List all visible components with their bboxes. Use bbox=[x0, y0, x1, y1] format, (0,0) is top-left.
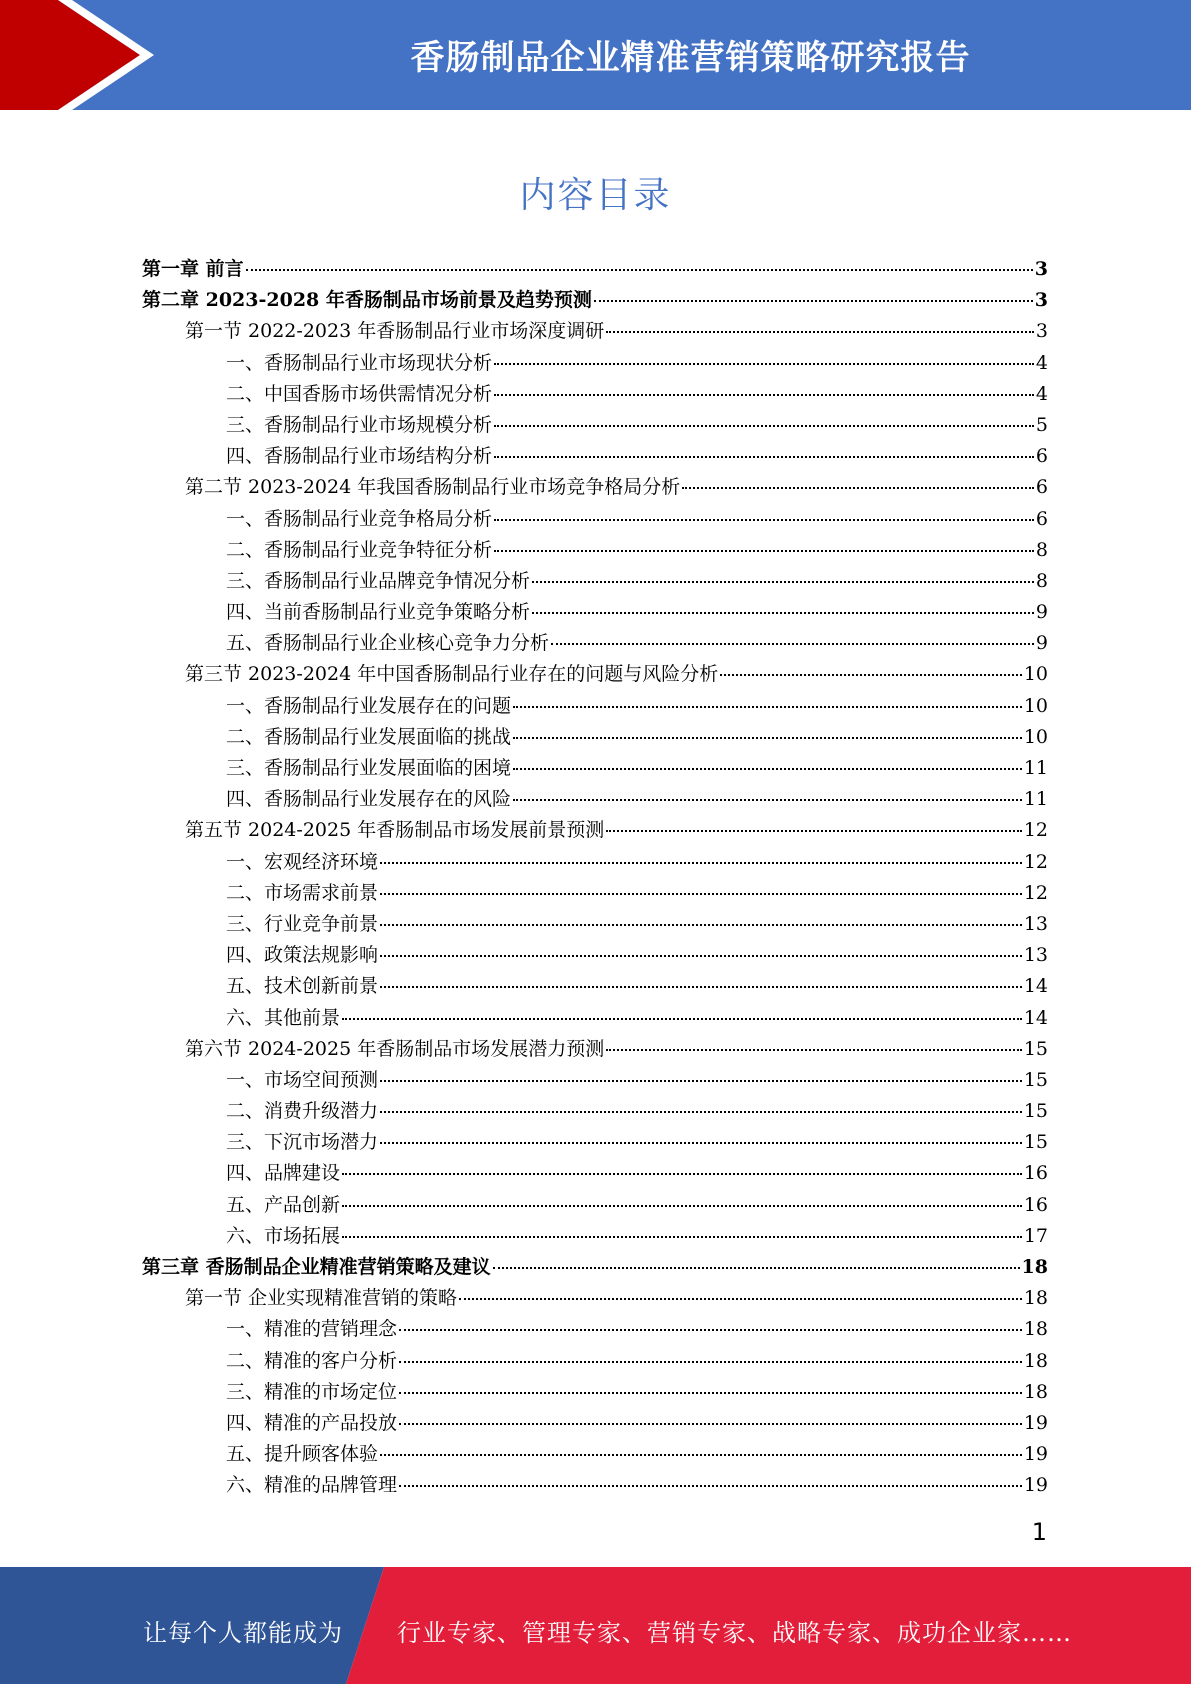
toc-dot-leader bbox=[459, 1298, 1022, 1300]
toc-entry-page: 15 bbox=[1023, 1100, 1048, 1123]
toc-entry[interactable] bbox=[142, 878, 1048, 909]
toc-entry[interactable] bbox=[142, 753, 1048, 784]
toc-dot-leader bbox=[494, 519, 1034, 521]
toc-dot-leader bbox=[342, 1205, 1022, 1207]
toc-entry-title: 一、宏观经济环境 bbox=[226, 850, 379, 873]
toc-dot-leader bbox=[493, 1267, 1020, 1269]
toc-dot-leader bbox=[532, 581, 1034, 583]
toc-entry-title: 第二节 2023-2024 年我国香肠制品行业市场竞争格局分析 bbox=[185, 476, 681, 499]
toc-entry-title: 六、其他前景 bbox=[226, 1006, 341, 1029]
toc-entry[interactable] bbox=[142, 784, 1048, 815]
toc-dot-leader bbox=[513, 799, 1022, 801]
toc-entry-page: 18 bbox=[1023, 1380, 1048, 1403]
toc-entry-title: 三、香肠制品行业品牌竞争情况分析 bbox=[226, 569, 531, 592]
toc-entry[interactable] bbox=[142, 441, 1048, 472]
toc-entry-title: 四、香肠制品行业发展存在的风险 bbox=[226, 788, 512, 811]
toc-entry-title: 六、精准的品牌管理 bbox=[226, 1474, 398, 1497]
toc-entry[interactable] bbox=[142, 1377, 1048, 1408]
toc-entry-title: 二、中国香肠市场供需情况分析 bbox=[226, 382, 493, 405]
toc-entry[interactable] bbox=[142, 348, 1048, 379]
toc-dot-leader bbox=[399, 1329, 1022, 1331]
toc-entry[interactable] bbox=[142, 628, 1048, 659]
toc-entry-title: 二、消费升级潜力 bbox=[226, 1100, 379, 1123]
toc-entry-page: 12 bbox=[1023, 881, 1048, 904]
toc-entry-page: 18 bbox=[1021, 1256, 1048, 1278]
toc-entry-page: 14 bbox=[1023, 1006, 1048, 1029]
toc-entry-page: 9 bbox=[1035, 601, 1048, 624]
toc-entry[interactable] bbox=[142, 1346, 1048, 1377]
toc-entry-title: 第三章 香肠制品企业精准营销策略及建议 bbox=[142, 1256, 491, 1278]
toc-dot-leader bbox=[606, 1049, 1022, 1051]
toc-entry-page: 18 bbox=[1023, 1287, 1048, 1310]
toc-entry[interactable] bbox=[142, 254, 1048, 285]
toc-dot-leader bbox=[494, 550, 1034, 552]
toc-entry[interactable] bbox=[142, 1158, 1048, 1189]
toc-dot-leader bbox=[513, 737, 1022, 739]
toc-entry-title: 三、香肠制品行业发展面临的困境 bbox=[226, 757, 512, 779]
toc-entry-page: 6 bbox=[1035, 445, 1048, 468]
toc-heading: 内容目录 bbox=[519, 175, 672, 216]
toc-entry-page: 11 bbox=[1023, 788, 1048, 811]
toc-entry-title: 第一章 前言 bbox=[142, 258, 244, 280]
toc-entry[interactable] bbox=[142, 1096, 1048, 1127]
toc-dot-leader bbox=[513, 706, 1022, 708]
toc-entry[interactable] bbox=[142, 1252, 1048, 1283]
toc-entry[interactable] bbox=[142, 410, 1048, 441]
toc-entry-page: 6 bbox=[1035, 476, 1048, 499]
toc-entry-page: 15 bbox=[1023, 1131, 1048, 1154]
toc-entry-page: 11 bbox=[1023, 757, 1048, 779]
toc-entry-page: 3 bbox=[1034, 258, 1048, 280]
toc-entry-title: 五、提升顾客体验 bbox=[226, 1443, 379, 1466]
toc-entry-page: 13 bbox=[1023, 912, 1048, 935]
toc-entry[interactable] bbox=[142, 1034, 1048, 1065]
toc-dot-leader bbox=[532, 612, 1034, 614]
toc-entry-page: 8 bbox=[1035, 569, 1048, 592]
toc-entry-title: 一、香肠制品行业发展存在的问题 bbox=[226, 694, 512, 717]
toc-dot-leader bbox=[380, 955, 1022, 957]
toc-dot-leader bbox=[494, 425, 1034, 427]
toc-entry-title: 第三节 2023-2024 年中国香肠制品行业存在的问题与风险分析 bbox=[185, 663, 719, 686]
toc-entry[interactable] bbox=[142, 815, 1048, 846]
toc-dot-leader bbox=[720, 674, 1022, 676]
toc-entry-page: 16 bbox=[1023, 1193, 1048, 1216]
toc-entry[interactable] bbox=[142, 940, 1048, 971]
toc-entry-page: 12 bbox=[1023, 850, 1048, 873]
toc-dot-leader bbox=[342, 1018, 1022, 1020]
toc-entry[interactable] bbox=[142, 1439, 1048, 1470]
toc-entry-title: 一、香肠制品行业竞争格局分析 bbox=[226, 507, 493, 530]
toc-entry-page: 6 bbox=[1035, 507, 1048, 530]
table-of-contents bbox=[142, 254, 1048, 1502]
toc-entry-title: 三、行业竞争前景 bbox=[226, 912, 379, 935]
toc-entry-page: 19 bbox=[1023, 1443, 1048, 1466]
toc-entry-title: 一、精准的营销理念 bbox=[226, 1318, 398, 1341]
toc-entry-page: 19 bbox=[1023, 1474, 1048, 1497]
footer-slogan-left: 让每个人都能成为 bbox=[143, 1619, 343, 1647]
toc-entry-page: 3 bbox=[1034, 289, 1048, 312]
toc-dot-leader bbox=[380, 924, 1022, 926]
toc-dot-leader bbox=[380, 986, 1022, 988]
toc-entry-title: 四、香肠制品行业市场结构分析 bbox=[226, 445, 493, 468]
report-title: 香肠制品企业精准营销策略研究报告 bbox=[410, 38, 971, 78]
toc-entry-title: 第一节 企业实现精准营销的策略 bbox=[185, 1287, 458, 1310]
toc-entry-title: 第一节 2022-2023 年香肠制品行业市场深度调研 bbox=[185, 320, 605, 343]
toc-entry[interactable] bbox=[142, 1127, 1048, 1158]
toc-entry[interactable] bbox=[142, 1314, 1048, 1345]
toc-entry-page: 10 bbox=[1023, 663, 1048, 686]
toc-dot-leader bbox=[380, 893, 1022, 895]
toc-entry[interactable] bbox=[142, 909, 1048, 940]
footer-banner bbox=[0, 1567, 1191, 1684]
toc-entry[interactable] bbox=[142, 504, 1048, 535]
toc-entry-title: 六、市场拓展 bbox=[226, 1224, 341, 1247]
toc-dot-leader bbox=[551, 643, 1034, 645]
toc-entry-title: 五、香肠制品行业企业核心竞争力分析 bbox=[226, 632, 550, 655]
page-number: 1 bbox=[1031, 1518, 1047, 1546]
toc-entry-title: 一、香肠制品行业市场现状分析 bbox=[226, 351, 493, 374]
toc-entry-title: 三、香肠制品行业市场规模分析 bbox=[226, 413, 493, 436]
toc-dot-leader bbox=[342, 1173, 1022, 1175]
toc-entry-title: 三、精准的市场定位 bbox=[226, 1380, 398, 1403]
toc-entry-page: 12 bbox=[1023, 819, 1048, 842]
toc-entry[interactable] bbox=[142, 847, 1048, 878]
toc-entry[interactable] bbox=[142, 971, 1048, 1002]
toc-entry[interactable] bbox=[142, 379, 1048, 410]
toc-entry-title: 二、香肠制品行业竞争特征分析 bbox=[226, 538, 493, 561]
toc-entry-page: 18 bbox=[1023, 1349, 1048, 1372]
toc-entry-page: 18 bbox=[1023, 1318, 1048, 1341]
toc-dot-leader bbox=[399, 1361, 1022, 1363]
toc-entry-title: 二、市场需求前景 bbox=[226, 881, 379, 904]
toc-entry[interactable] bbox=[142, 659, 1048, 690]
footer-slogan-right: 行业专家、管理专家、营销专家、战略专家、成功企业家…… bbox=[397, 1619, 1072, 1647]
toc-entry[interactable] bbox=[142, 566, 1048, 597]
toc-entry[interactable] bbox=[142, 1065, 1048, 1096]
toc-entry-title: 一、市场空间预测 bbox=[226, 1068, 379, 1091]
toc-dot-leader bbox=[594, 300, 1033, 302]
toc-dot-leader bbox=[246, 269, 1033, 271]
toc-dot-leader bbox=[606, 830, 1022, 832]
toc-entry-title: 四、精准的产品投放 bbox=[226, 1411, 398, 1434]
toc-entry[interactable] bbox=[142, 1190, 1048, 1221]
toc-entry-page: 10 bbox=[1023, 694, 1048, 717]
toc-dot-leader bbox=[380, 1142, 1022, 1144]
toc-dot-leader bbox=[399, 1485, 1022, 1487]
toc-entry[interactable] bbox=[142, 722, 1048, 753]
toc-entry-title: 第二章 2023-2028 年香肠制品市场前景及趋势预测 bbox=[142, 289, 592, 312]
toc-entry-title: 五、产品创新 bbox=[226, 1193, 341, 1216]
toc-entry-title: 四、品牌建设 bbox=[226, 1162, 341, 1185]
toc-entry-title: 二、精准的客户分析 bbox=[226, 1349, 398, 1372]
toc-entry-page: 4 bbox=[1035, 382, 1048, 405]
toc-dot-leader bbox=[399, 1392, 1022, 1394]
toc-entry-page: 17 bbox=[1023, 1224, 1048, 1247]
toc-entry[interactable] bbox=[142, 316, 1048, 347]
toc-dot-leader bbox=[494, 363, 1034, 365]
toc-entry-title: 四、政策法规影响 bbox=[226, 944, 379, 967]
toc-entry-title: 四、当前香肠制品行业竞争策略分析 bbox=[226, 601, 531, 624]
toc-entry-page: 13 bbox=[1023, 944, 1048, 967]
toc-dot-leader bbox=[513, 768, 1022, 770]
toc-entry[interactable] bbox=[142, 691, 1048, 722]
toc-dot-leader bbox=[380, 862, 1022, 864]
toc-entry-title: 三、下沉市场潜力 bbox=[226, 1131, 379, 1154]
toc-entry-page: 9 bbox=[1035, 632, 1048, 655]
toc-dot-leader bbox=[380, 1111, 1022, 1113]
toc-entry[interactable] bbox=[142, 285, 1048, 316]
toc-entry[interactable] bbox=[142, 1470, 1048, 1501]
toc-entry-page: 10 bbox=[1023, 725, 1048, 748]
toc-dot-leader bbox=[380, 1080, 1022, 1082]
toc-dot-leader bbox=[380, 1454, 1022, 1456]
toc-entry-title: 二、香肠制品行业发展面临的挑战 bbox=[226, 725, 512, 748]
toc-entry[interactable] bbox=[142, 1408, 1048, 1439]
toc-entry-page: 15 bbox=[1023, 1068, 1048, 1091]
toc-entry-page: 3 bbox=[1035, 320, 1048, 343]
toc-entry-title: 第六节 2024-2025 年香肠制品市场发展潜力预测 bbox=[185, 1037, 605, 1060]
toc-entry[interactable] bbox=[142, 472, 1048, 503]
header-banner bbox=[0, 0, 1191, 110]
toc-dot-leader bbox=[494, 394, 1034, 396]
toc-entry[interactable] bbox=[142, 1221, 1048, 1252]
toc-entry-page: 14 bbox=[1023, 975, 1048, 998]
toc-dot-leader bbox=[682, 487, 1034, 489]
toc-entry[interactable] bbox=[142, 535, 1048, 566]
toc-dot-leader bbox=[342, 1236, 1022, 1238]
toc-dot-leader bbox=[399, 1423, 1022, 1425]
toc-entry-title: 五、技术创新前景 bbox=[226, 975, 379, 998]
toc-entry-page: 19 bbox=[1023, 1411, 1048, 1434]
toc-entry-page: 16 bbox=[1023, 1162, 1048, 1185]
toc-entry-page: 4 bbox=[1035, 351, 1048, 374]
toc-entry-page: 8 bbox=[1035, 538, 1048, 561]
toc-entry[interactable] bbox=[142, 1283, 1048, 1314]
toc-dot-leader bbox=[494, 456, 1034, 458]
toc-entry[interactable] bbox=[142, 1003, 1048, 1034]
toc-dot-leader bbox=[606, 331, 1034, 333]
toc-entry-page: 15 bbox=[1023, 1037, 1048, 1060]
toc-entry-title: 第五节 2024-2025 年香肠制品市场发展前景预测 bbox=[185, 819, 605, 842]
toc-entry[interactable] bbox=[142, 597, 1048, 628]
toc-entry-page: 5 bbox=[1035, 413, 1048, 436]
